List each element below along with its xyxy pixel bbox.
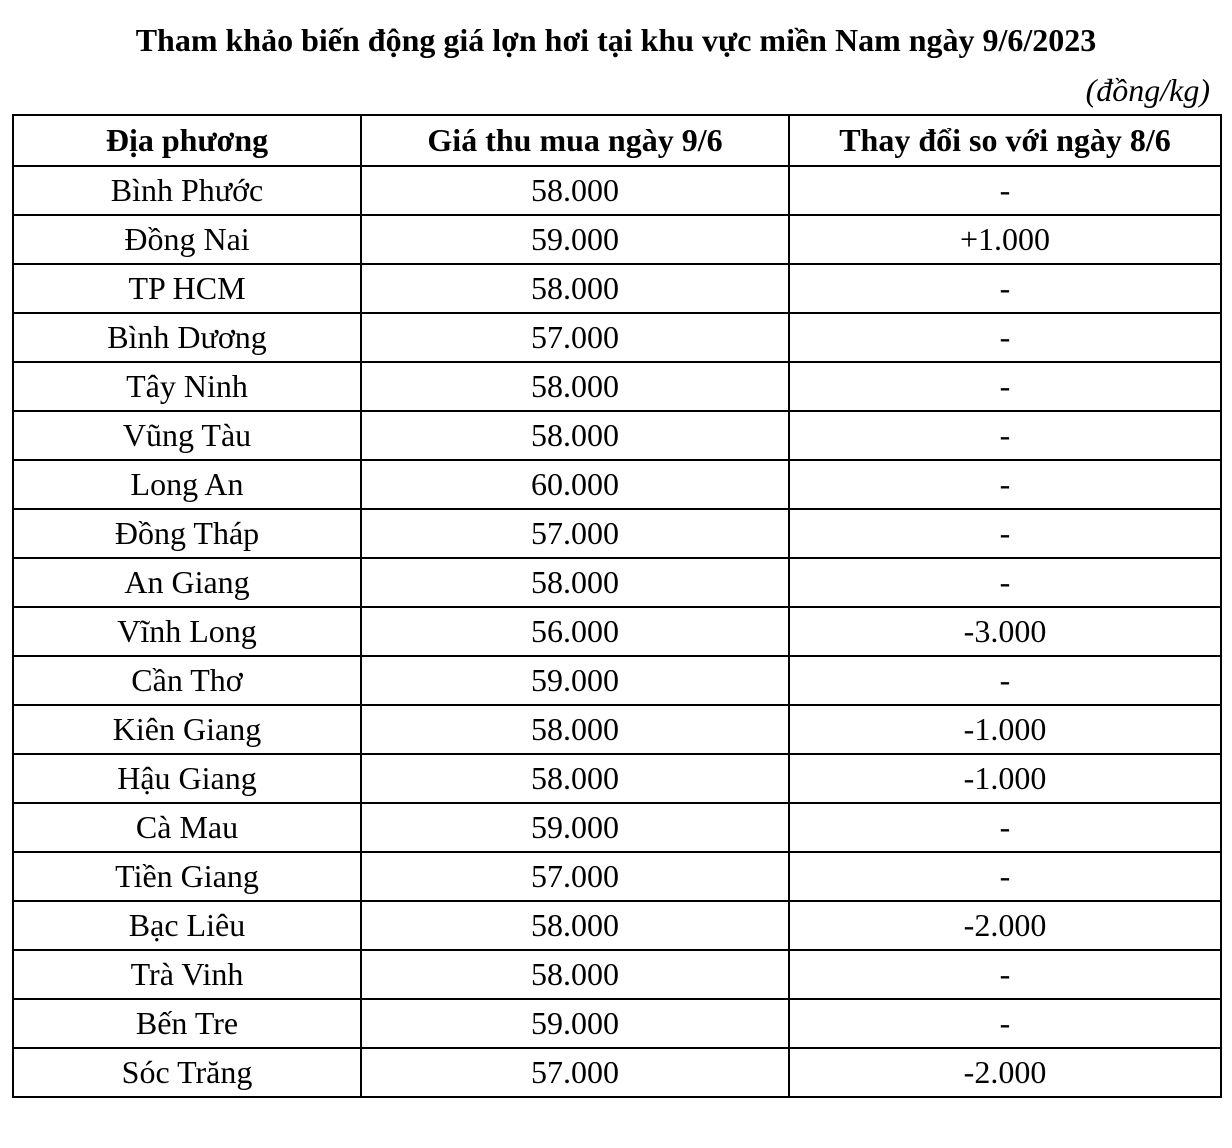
cell-price: 58.000 <box>361 264 789 313</box>
cell-location: Bình Dương <box>13 313 361 362</box>
table-row <box>13 362 1221 411</box>
table-row <box>13 313 1221 362</box>
cell-price: 57.000 <box>361 509 789 558</box>
cell-change: - <box>789 411 1221 460</box>
cell-location: Vĩnh Long <box>13 607 361 656</box>
cell-location: Bình Phước <box>13 166 361 215</box>
table-row <box>13 950 1221 999</box>
table-row <box>13 901 1221 950</box>
cell-change: - <box>789 656 1221 705</box>
cell-price: 59.000 <box>361 999 789 1048</box>
table-header-row <box>13 115 1221 166</box>
cell-change: - <box>789 313 1221 362</box>
cell-change: - <box>789 803 1221 852</box>
cell-price: 57.000 <box>361 313 789 362</box>
cell-change: -2.000 <box>789 901 1221 950</box>
table-row <box>13 607 1221 656</box>
cell-price: 58.000 <box>361 754 789 803</box>
cell-location: Đồng Tháp <box>13 509 361 558</box>
unit-label: (đồng/kg) <box>1085 72 1210 108</box>
table-row <box>13 558 1221 607</box>
cell-price: 60.000 <box>361 460 789 509</box>
table-row <box>13 509 1221 558</box>
cell-price: 56.000 <box>361 607 789 656</box>
cell-change: - <box>789 852 1221 901</box>
cell-location: Hậu Giang <box>13 754 361 803</box>
table-row <box>13 264 1221 313</box>
cell-price: 59.000 <box>361 215 789 264</box>
cell-location: Tiền Giang <box>13 852 361 901</box>
cell-price: 59.000 <box>361 803 789 852</box>
header-price: Giá thu mua ngày 9/6 <box>361 115 789 166</box>
table-row <box>13 852 1221 901</box>
cell-location: Kiên Giang <box>13 705 361 754</box>
page-title: Tham khảo biến động giá lợn hơi tại khu vực miền Nam ngày 9/6/2023 <box>135 22 1097 58</box>
cell-price: 58.000 <box>361 362 789 411</box>
cell-price: 58.000 <box>361 166 789 215</box>
table-row <box>13 705 1221 754</box>
cell-price: 58.000 <box>361 705 789 754</box>
cell-change: - <box>789 362 1221 411</box>
cell-location: Trà Vinh <box>13 950 361 999</box>
cell-change: -1.000 <box>789 754 1221 803</box>
cell-price: 57.000 <box>361 852 789 901</box>
cell-change: - <box>789 509 1221 558</box>
cell-location: Sóc Trăng <box>13 1048 361 1097</box>
cell-location: Tây Ninh <box>13 362 361 411</box>
cell-price: 58.000 <box>361 558 789 607</box>
cell-price: 57.000 <box>361 1048 789 1097</box>
cell-change: - <box>789 950 1221 999</box>
cell-price: 58.000 <box>361 411 789 460</box>
cell-change: -2.000 <box>789 1048 1221 1097</box>
table-row <box>13 999 1221 1048</box>
table-row <box>13 460 1221 509</box>
cell-change: -3.000 <box>789 607 1221 656</box>
table-row <box>13 803 1221 852</box>
cell-location: Bạc Liêu <box>13 901 361 950</box>
table-row <box>13 1048 1221 1097</box>
cell-location: Cà Mau <box>13 803 361 852</box>
cell-change: - <box>789 558 1221 607</box>
cell-change: -1.000 <box>789 705 1221 754</box>
cell-location: Đồng Nai <box>13 215 361 264</box>
cell-change: - <box>789 999 1221 1048</box>
cell-change: +1.000 <box>789 215 1221 264</box>
table-row <box>13 656 1221 705</box>
price-table <box>12 114 1222 1098</box>
cell-location: Cần Thơ <box>13 656 361 705</box>
cell-change: - <box>789 264 1221 313</box>
table-row <box>13 166 1221 215</box>
cell-location: Bến Tre <box>13 999 361 1048</box>
cell-location: TP HCM <box>13 264 361 313</box>
cell-price: 58.000 <box>361 950 789 999</box>
table-row <box>13 215 1221 264</box>
cell-location: Long An <box>13 460 361 509</box>
cell-price: 59.000 <box>361 656 789 705</box>
header-location: Địa phương <box>13 115 361 166</box>
cell-change: - <box>789 460 1221 509</box>
cell-location: An Giang <box>13 558 361 607</box>
table-row <box>13 754 1221 803</box>
cell-change: - <box>789 166 1221 215</box>
table-row <box>13 411 1221 460</box>
cell-price: 58.000 <box>361 901 789 950</box>
header-change: Thay đổi so với ngày 8/6 <box>789 115 1221 166</box>
table-body <box>13 166 1221 1097</box>
cell-location: Vũng Tàu <box>13 411 361 460</box>
